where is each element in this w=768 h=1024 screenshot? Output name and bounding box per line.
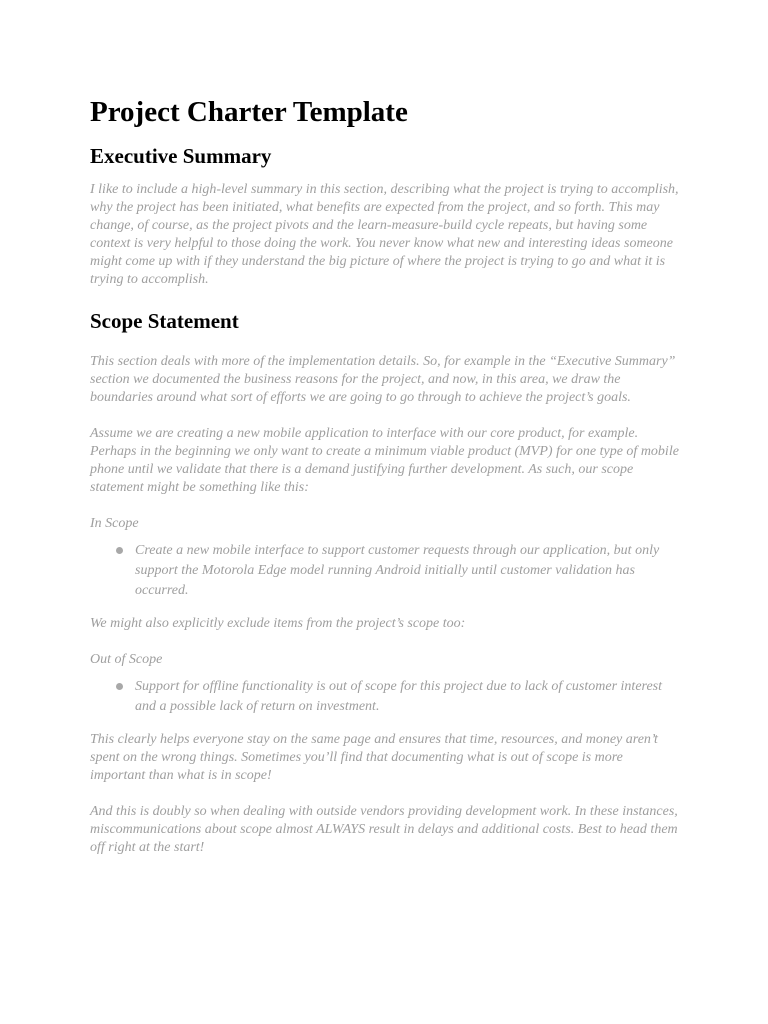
list-item <box>114 541 680 601</box>
list-item <box>114 677 680 717</box>
bullet-dot-icon <box>116 547 123 554</box>
in-scope-label: In Scope <box>90 516 139 531</box>
page-title: Project Charter Template <box>90 96 408 128</box>
exclude-paragraph: We might also explicitly exclude items from the project’s scope too: <box>90 616 466 631</box>
out-of-scope-item-text: Support for offline functionality is out of scope for this project due to lack of customer interest and a possible lack of return on investment. <box>135 679 663 714</box>
scope-paragraph-3: This clearly helps everyone stay on the same page and ensures that time, resources, and money aren’t spent on the wrong things. Sometimes you’ll find that documenting what is out of scope is more important than what is in scope! <box>90 732 658 783</box>
out-of-scope-label: Out of Scope <box>90 652 163 667</box>
scope-paragraph-2: Assume we are creating a new mobile application to interface with our core product, for example. Perhaps in the beginning we only want to create a minimum viable product (MVP) for one type of mobile phone until we validate that there is a demand justifying further development. As such, our scope statement might be something like this: <box>90 426 679 495</box>
bullet-dot-icon <box>116 683 123 690</box>
in-scope-list <box>90 541 680 601</box>
section-heading-scope-statement: Scope Statement <box>90 309 239 333</box>
scope-paragraph-4: And this is doubly so when dealing with outside vendors providing development work. In these instances, miscommunications about scope almost ALWAYS result in delays and additional costs. Best to head them off right at the start! <box>90 804 678 855</box>
section-heading-executive-summary: Executive Summary <box>90 144 272 168</box>
out-of-scope-list <box>90 677 680 717</box>
in-scope-item-text: Create a new mobile interface to support customer requests through our application, but only support the Motorola Edge model running Android initially until customer validation has occurred. <box>135 543 660 598</box>
executive-summary-paragraph: I like to include a high-level summary in this section, describing what the project is trying to accomplish, why the project has been initiated, what benefits are expected from the project, and so forth. This may change, of course, as the project pivots and the learn-measure-build cycle repeats, but having some context is very helpful to those doing the work. You never know what new and interesting ideas someone might come up with if they understand the big picture of where the project is trying to go and what it is trying to accomplish. <box>90 182 679 287</box>
scope-paragraph-1: This section deals with more of the implementation details. So, for example in the “Executive Summary” section we documented the business reasons for the project, and now, in this area, we draw the boundaries around what sort of efforts we are going to go through to achieve the project’s goals. <box>90 354 676 405</box>
